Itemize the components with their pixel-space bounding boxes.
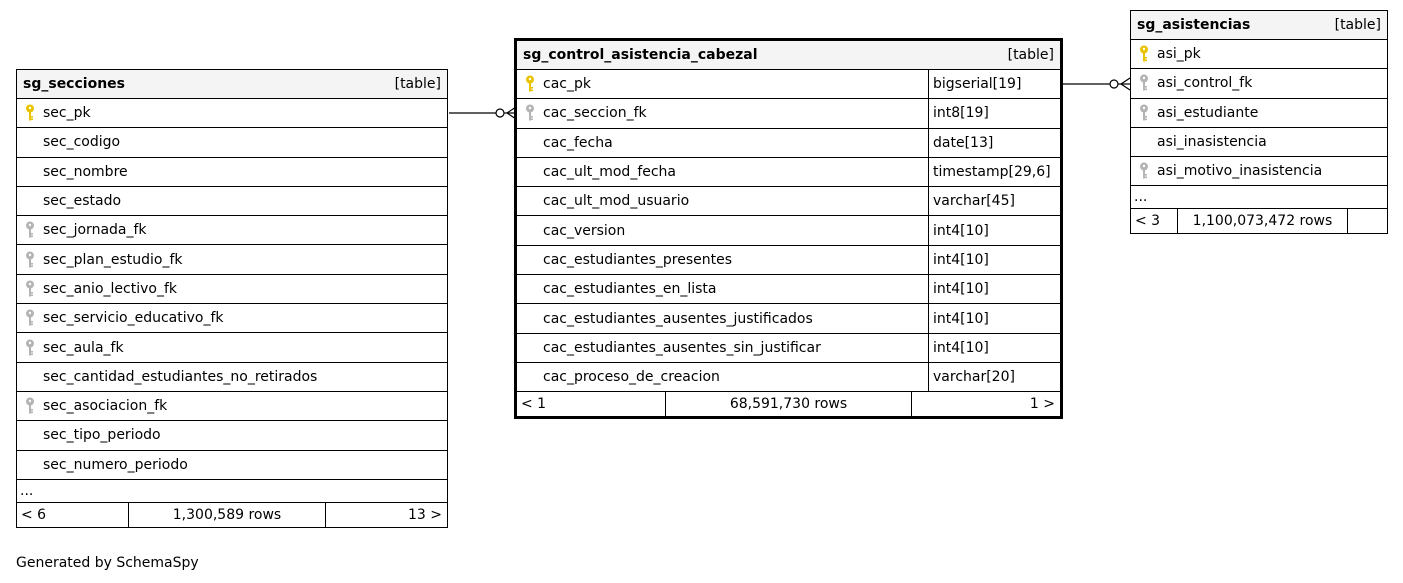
column-type: int4[10]: [928, 216, 1060, 244]
table-kind: [table]: [1334, 17, 1381, 33]
column-name: cac_ult_mod_usuario: [543, 193, 690, 210]
more-columns-ellipsis: ...: [1131, 186, 1387, 209]
table-name: sg_secciones: [23, 76, 125, 92]
column-name: asi_control_fk: [1157, 75, 1253, 92]
column-name: sec_plan_estudio_fk: [43, 251, 183, 268]
column-name: cac_ult_mod_fecha: [543, 164, 677, 181]
column-name: cac_proceso_de_creacion: [543, 369, 720, 386]
column-name: cac_seccion_fk: [543, 105, 647, 122]
prev-link[interactable]: < 6: [17, 503, 129, 527]
column-type: int8[19]: [928, 99, 1060, 127]
column-name: sec_anio_lectivo_fk: [43, 280, 177, 297]
column-type: int4[10]: [928, 246, 1060, 274]
column-name: cac_estudiantes_ausentes_sin_justificar: [543, 339, 821, 356]
column-name: sec_codigo: [43, 134, 121, 151]
column-name: cac_estudiantes_presentes: [543, 251, 732, 268]
column-name: cac_pk: [543, 76, 591, 93]
column-name: sec_pk: [43, 105, 91, 122]
column-type: int4[10]: [928, 334, 1060, 362]
edge-control-to-asistencias: [1063, 78, 1130, 90]
more-columns-ellipsis: ...: [17, 480, 447, 503]
column-name: sec_aula_fk: [43, 339, 124, 356]
row-count: 1,300,589 rows: [129, 503, 326, 527]
column-name: sec_numero_periodo: [43, 456, 188, 473]
column-name: sec_servicio_educativo_fk: [43, 310, 224, 327]
column-name: cac_estudiantes_ausentes_justificados: [543, 310, 813, 327]
next-link[interactable]: 1 >: [1029, 396, 1055, 413]
column-type: int4[10]: [928, 304, 1060, 332]
column-name: sec_tipo_periodo: [43, 427, 161, 444]
column-type: bigserial[19]: [928, 70, 1060, 98]
next-link[interactable]: 13 >: [408, 506, 442, 523]
row-count: 68,591,730 rows: [666, 392, 912, 416]
column-type: date[13]: [928, 129, 1060, 157]
row-count: 1,100,073,472 rows: [1178, 209, 1348, 233]
column-name: sec_asociacion_fk: [43, 398, 168, 415]
table-kind: [table]: [1007, 47, 1054, 63]
column-type: varchar[45]: [928, 187, 1060, 215]
column-name: cac_version: [543, 222, 626, 239]
edge-secciones-to-control: [449, 107, 516, 119]
table-name: sg_control_asistencia_cabezal: [523, 47, 758, 63]
column-name: asi_inasistencia: [1157, 134, 1267, 151]
column-name: sec_jornada_fk: [43, 222, 147, 239]
table-kind: [table]: [394, 76, 441, 92]
column-type: varchar[20]: [928, 363, 1060, 391]
column-name: cac_fecha: [543, 134, 613, 151]
column-name: sec_estado: [43, 193, 122, 210]
column-name: asi_estudiante: [1157, 104, 1259, 121]
prev-link[interactable]: < 1: [517, 392, 666, 416]
column-name: sec_cantidad_estudiantes_no_retirados: [43, 368, 318, 385]
column-name: asi_motivo_inasistencia: [1157, 163, 1323, 180]
generated-by-label: Generated by SchemaSpy: [16, 555, 199, 571]
column-name: cac_estudiantes_en_lista: [543, 281, 717, 298]
table-name: sg_asistencias: [1137, 17, 1251, 33]
column-type: timestamp[29,6]: [928, 158, 1060, 186]
column-name: asi_pk: [1157, 46, 1201, 63]
column-name: sec_nombre: [43, 163, 128, 180]
prev-link[interactable]: < 3: [1131, 209, 1178, 233]
column-type: int4[10]: [928, 275, 1060, 303]
